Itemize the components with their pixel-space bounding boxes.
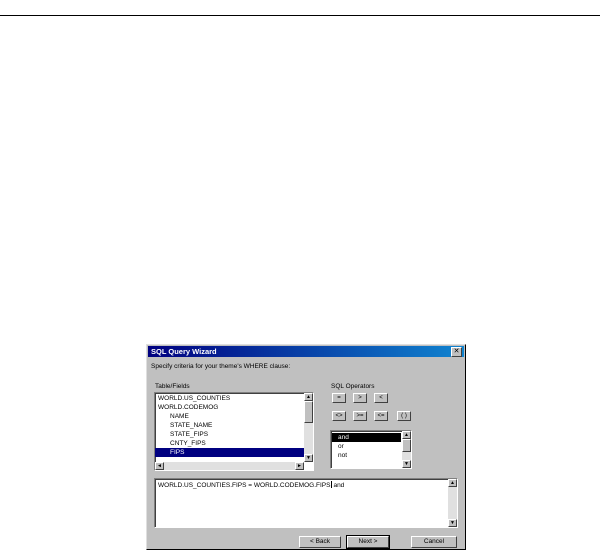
op-equals-button[interactable]: = — [332, 393, 346, 403]
back-button[interactable]: < Back — [299, 536, 341, 548]
table-field-item[interactable]: FIPS — [155, 448, 304, 457]
sql-operators-label: SQL Operators — [331, 383, 375, 390]
table-field-item[interactable]: WORLD.CODEMOG — [158, 404, 219, 411]
scroll-up-icon[interactable]: ▲ — [448, 479, 457, 487]
logical-operator-list[interactable] — [330, 430, 412, 469]
query-vscrollbar[interactable] — [448, 479, 457, 527]
op-less-button[interactable]: < — [374, 393, 388, 403]
logical-operator-item[interactable]: or — [338, 443, 344, 450]
instruction-text: Specify criteria for your theme's WHERE clause: — [151, 363, 291, 370]
table-fields-vscrollbar[interactable] — [304, 393, 313, 462]
op-parentheses-button[interactable]: ( ) — [397, 411, 411, 421]
scroll-up-icon[interactable]: ▲ — [402, 431, 411, 439]
page-divider — [0, 15, 600, 16]
table-fields-items — [155, 394, 304, 457]
table-field-item[interactable]: WORLD.US_COUNTIES — [158, 395, 231, 402]
op-less-equal-button[interactable]: <= — [374, 411, 388, 421]
table-fields-list[interactable] — [154, 392, 314, 471]
query-text-before-caret: WORLD.US_COUNTIES.FIPS = WORLD.CODEMOG.FIPS — [158, 482, 331, 489]
title-bar — [148, 346, 464, 357]
where-clause-textarea[interactable] — [154, 478, 458, 528]
table-fields-hscrollbar[interactable] — [155, 462, 304, 470]
query-text-after-caret: and — [333, 482, 345, 489]
sql-query-wizard-dialog — [146, 344, 466, 550]
query-text — [158, 481, 344, 490]
scroll-thumb[interactable] — [402, 439, 411, 452]
logical-operator-item[interactable]: not — [338, 452, 348, 459]
next-button[interactable]: Next > — [347, 536, 389, 548]
dialog-title: SQL Query Wizard — [151, 347, 217, 356]
table-field-item[interactable]: STATE_FIPS — [170, 431, 209, 438]
scroll-right-icon[interactable]: ► — [295, 462, 304, 470]
scroll-up-icon[interactable]: ▲ — [304, 393, 313, 401]
scroll-down-icon[interactable]: ▼ — [402, 460, 411, 468]
scroll-down-icon[interactable]: ▼ — [304, 454, 313, 462]
scroll-down-icon[interactable]: ▼ — [448, 519, 457, 527]
scroll-left-icon[interactable]: ◄ — [155, 462, 164, 470]
table-fields-label: Table/Fields — [155, 383, 190, 390]
scroll-thumb[interactable] — [304, 401, 313, 423]
table-field-item[interactable]: CNTY_FIPS — [170, 440, 206, 447]
op-greater-button[interactable]: > — [353, 393, 367, 403]
close-icon[interactable]: ✕ — [451, 347, 462, 357]
logical-operator-items — [332, 433, 401, 460]
operator-vscrollbar[interactable] — [402, 431, 411, 468]
op-not-equal-button[interactable]: <> — [332, 411, 346, 421]
table-field-item[interactable]: NAME — [170, 413, 189, 420]
op-greater-equal-button[interactable]: >= — [353, 411, 367, 421]
table-field-item[interactable]: STATE_NAME — [170, 422, 213, 429]
logical-operator-item[interactable]: and — [332, 433, 401, 442]
cancel-button[interactable]: Cancel — [411, 536, 457, 548]
